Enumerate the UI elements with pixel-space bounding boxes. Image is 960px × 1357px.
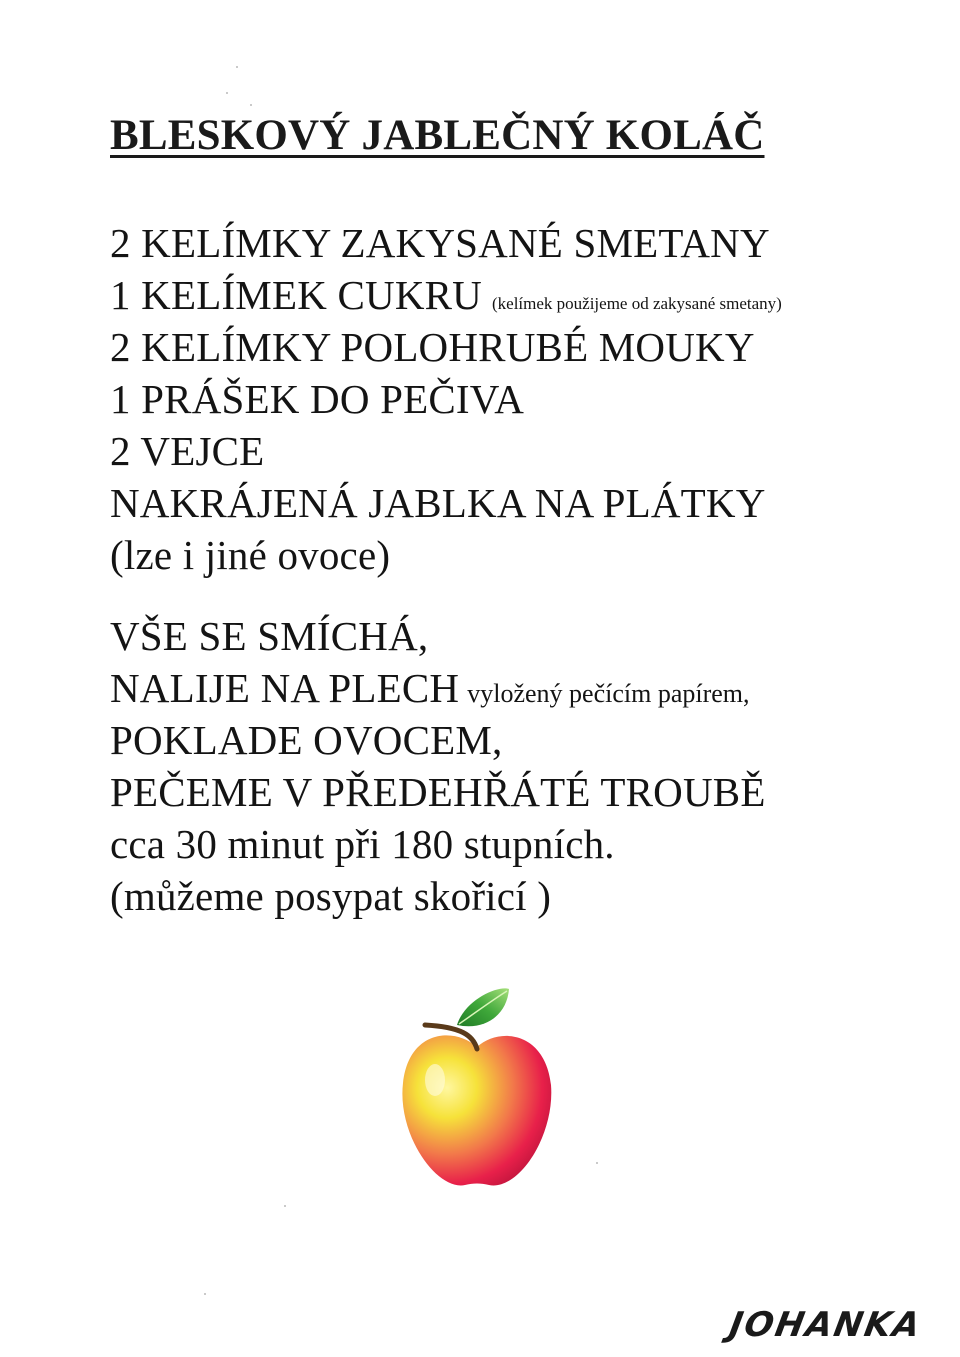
paper-speck bbox=[236, 66, 238, 68]
step-text: PEČEME V PŘEDEHŘÁTÉ TROUBĚ bbox=[110, 769, 766, 815]
step-note: vyložený pečícím papírem, bbox=[467, 679, 750, 708]
ingredient-line bbox=[110, 269, 782, 321]
step-line bbox=[110, 714, 766, 766]
step-line bbox=[110, 870, 766, 922]
step-text: NALIJE NA PLECH bbox=[110, 665, 460, 711]
ingredient-text: 2 KELÍMKY ZAKYSANÉ SMETANY bbox=[110, 220, 770, 266]
ingredient-text: NAKRÁJENÁ JABLKA NA PLÁTKY bbox=[110, 480, 766, 526]
paper-speck bbox=[204, 1293, 206, 1295]
step-text: VŠE SE SMÍCHÁ, bbox=[110, 613, 429, 659]
apple-icon bbox=[395, 985, 560, 1195]
ingredient-note: (kelímek použijeme od zakysané smetany) bbox=[491, 294, 782, 313]
step-line bbox=[110, 662, 766, 714]
step-text: cca 30 minut při 180 stupních. bbox=[110, 821, 615, 867]
paper-speck bbox=[250, 104, 252, 106]
ingredient-line bbox=[110, 217, 782, 269]
ingredient-text: (lze i jiné ovoce) bbox=[110, 532, 391, 578]
step-text: POKLADE OVOCEM, bbox=[110, 717, 503, 763]
step-text: (můžeme posypat skořicí ) bbox=[110, 873, 552, 919]
paper-speck bbox=[226, 92, 228, 94]
steps-list bbox=[110, 610, 766, 922]
ingredient-text: 2 KELÍMKY POLOHRUBÉ MOUKY bbox=[110, 324, 755, 370]
paper-speck bbox=[596, 1162, 598, 1164]
step-line bbox=[110, 818, 766, 870]
step-line bbox=[110, 766, 766, 818]
signature: JOHANKA bbox=[726, 1305, 925, 1345]
recipe-title: BLESKOVÝ JABLEČNÝ KOLÁČ bbox=[110, 112, 765, 159]
paper-speck bbox=[284, 1205, 286, 1207]
ingredient-text: 1 PRÁŠEK DO PEČIVA bbox=[110, 376, 525, 422]
ingredient-line bbox=[110, 373, 782, 425]
ingredient-line bbox=[110, 529, 782, 581]
ingredients-list bbox=[110, 217, 782, 581]
ingredient-line bbox=[110, 321, 782, 373]
ingredient-line bbox=[110, 425, 782, 477]
ingredient-text: 1 KELÍMEK CUKRU bbox=[110, 272, 482, 318]
ingredient-text: 2 VEJCE bbox=[110, 428, 265, 474]
step-line bbox=[110, 610, 766, 662]
ingredient-line bbox=[110, 477, 782, 529]
